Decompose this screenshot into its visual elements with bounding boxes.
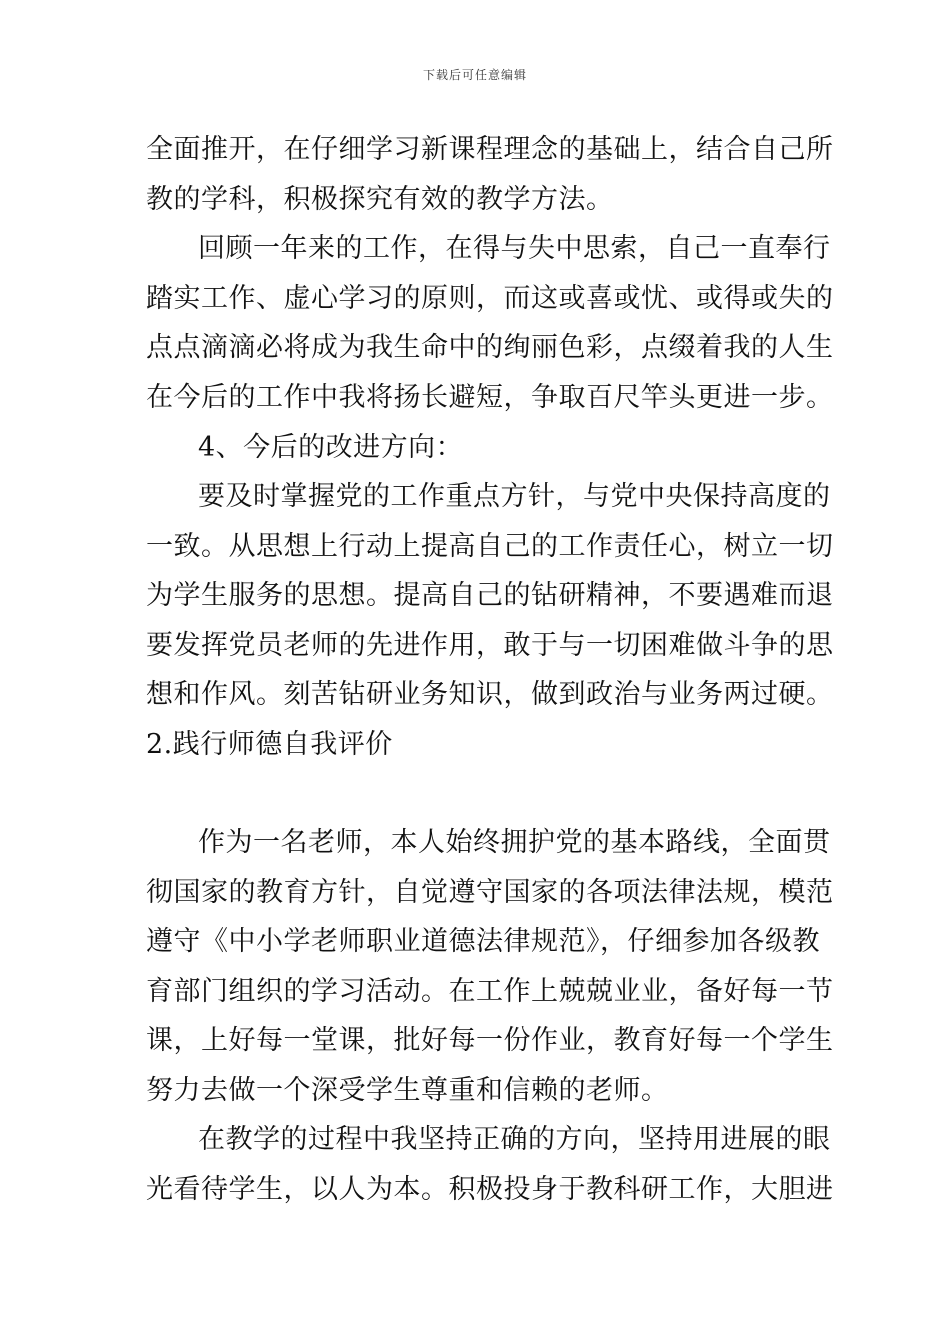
- paragraph-line: 全面推开，在仔细学习新课程理念的基础上，结合自己所: [146, 134, 834, 165]
- paragraph-line: 为学生服务的思想。提高自己的钻研精神，不要遇难而退: [146, 580, 834, 611]
- section-title: 2.践行师德自我评价: [146, 729, 393, 760]
- paragraph-line: 育部门组织的学习活动。在工作上兢兢业业，备好每一节: [146, 976, 834, 1007]
- header-note: 下载后可任意编辑: [422, 68, 527, 82]
- paragraph-line: 回顾一年来的工作，在得与失中思索，自己一直奉行: [198, 233, 831, 264]
- paragraph-line: 在教学的过程中我坚持正确的方向，坚持用进展的眼: [198, 1124, 831, 1155]
- paragraph-line: 努力去做一个深受学生尊重和信赖的老师。: [146, 1075, 669, 1106]
- paragraph-line: 教的学科，积极探究有效的教学方法。: [146, 184, 614, 215]
- paragraph-line: 课，上好每一堂课，批好每一份作业，教育好每一个学生: [146, 1025, 834, 1056]
- paragraph-line: 在今后的工作中我将扬长避短，争取百尺竿头更进一步。: [146, 382, 834, 413]
- paragraph-line: 遵守《中小学老师职业道德法律规范》，仔细参加各级教: [146, 926, 820, 957]
- paragraph-line: 要发挥党员老师的先进作用，敢于与一切困难做斗争的思: [146, 630, 834, 661]
- paragraph-line: 点点滴滴必将成为我生命中的绚丽色彩，点缀着我的人生: [146, 332, 834, 363]
- section-heading: 4、今后的改进方向：: [198, 432, 464, 463]
- paragraph-line: 彻国家的教育方针，自觉遵守国家的各项法律法规，模范: [146, 877, 834, 908]
- paragraph-line: 光看待学生，以人为本。积极投身于教科研工作，大胆进: [146, 1174, 834, 1205]
- paragraph-line: 作为一名老师，本人始终拥护党的基本路线，全面贯: [198, 827, 831, 858]
- paragraph-line: 踏实工作、虚心学习的原则，而这或喜或忧、或得或失的: [146, 283, 834, 314]
- paragraph-line: 要及时掌握党的工作重点方针，与党中央保持高度的: [198, 481, 831, 512]
- paragraph-line: 一致。从思想上行动上提高自己的工作责任心，树立一切: [146, 531, 834, 562]
- paragraph-line: 想和作风。刻苦钻研业务知识，做到政治与业务两过硬。: [146, 679, 834, 710]
